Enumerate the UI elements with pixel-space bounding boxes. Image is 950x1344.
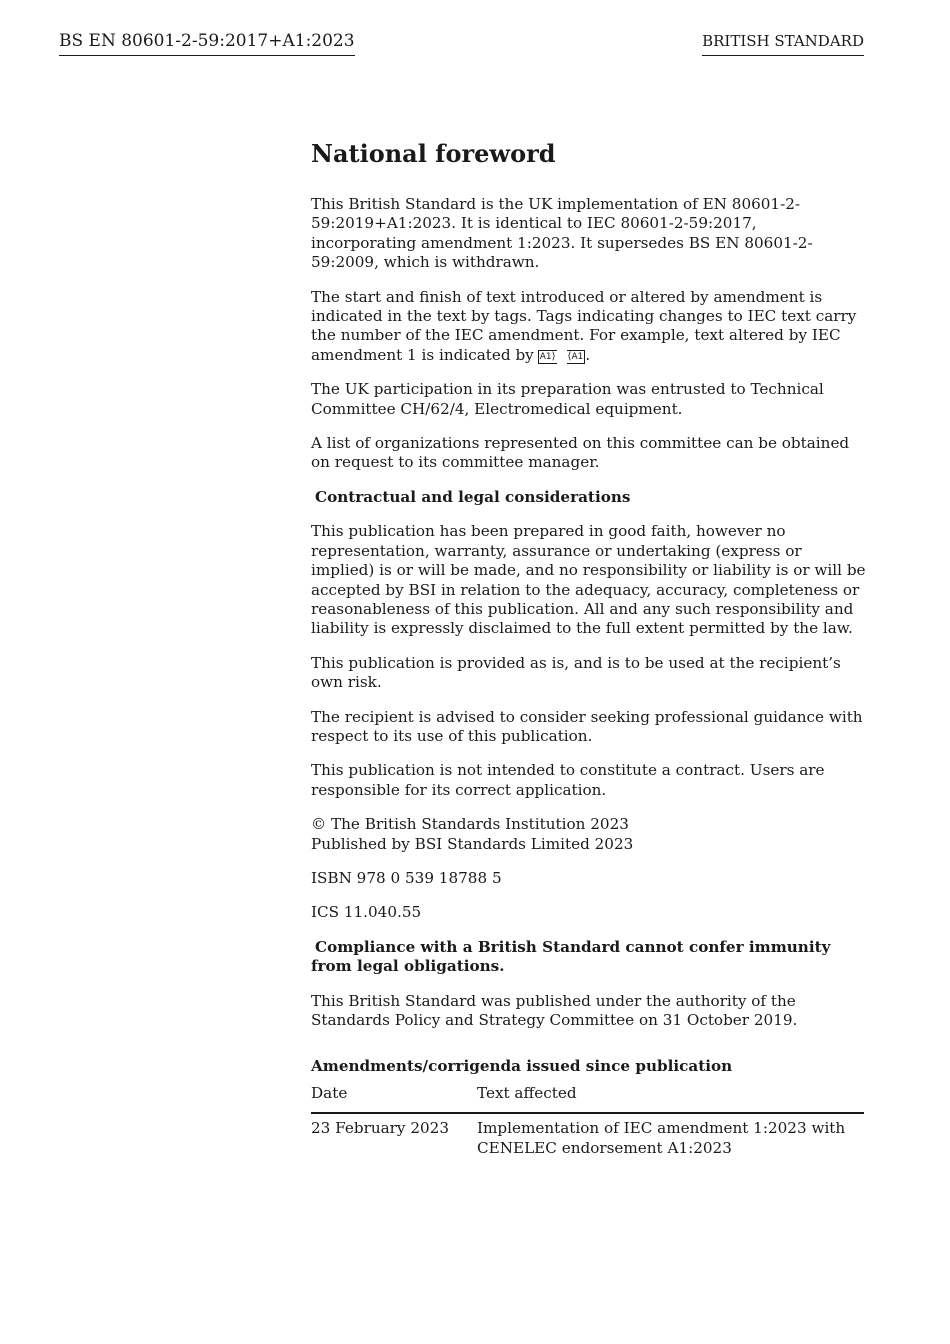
- paragraph-organizations: A list of organizations represented on this committee can be obtained on request to its committee manager.: [311, 434, 850, 472]
- paragraph-authority: This British Standard was published under the authority of the Standards Policy and Strategy Committee on 31 October 2019.: [311, 991, 798, 1029]
- amendments-title: Amendments/corrigenda issued since publication: [311, 1057, 733, 1076]
- amendment-open-tag-icon: A1⟩: [539, 350, 556, 362]
- amendment-close-tag-icon: ⟨A1: [567, 350, 584, 362]
- document-category: BRITISH STANDARD: [702, 32, 864, 56]
- paragraph-committee: The UK participation in its preparation was entrusted to Technical Committee CH/62/4, Electromedical equipment.: [311, 380, 824, 418]
- table-header-row: [311, 1084, 864, 1113]
- paragraph-contract: This publication is not intended to constitute a contract. Users are responsible for its correct application.: [311, 761, 825, 799]
- paragraph-implementation: This British Standard is the UK implementation of EN 80601-2-59:2019+A1:2023. It is identical to IEC 80601-2-59:2017, incorporating amendment 1:2023. It supersedes BS EN 80601-2-59:2009, which is withdrawn.: [311, 195, 813, 272]
- ics-code: ICS 11.040.55: [311, 903, 422, 922]
- document-id: BS EN 80601-2-59:2017+A1:2023: [59, 31, 355, 56]
- amendments-table: [311, 1084, 864, 1158]
- compliance-note: Compliance with a British Standard cannot confer immunity from legal obligations.: [311, 937, 831, 976]
- column-header-text-affected: Text affected: [477, 1084, 864, 1113]
- amendment-date: 23 February 2023: [311, 1119, 449, 1138]
- amendment-tags-end: .: [585, 345, 591, 364]
- table-row: [311, 1113, 864, 1158]
- paragraph-amendment-tags: [311, 288, 866, 366]
- paragraph-own-risk: This publication is provided as is, and is to be used at the recipient’s own risk.: [311, 653, 841, 692]
- amendment-text-affected: Implementation of IEC amendment 1:2023 with CENELEC endorsement A1:2023: [477, 1119, 846, 1157]
- isbn: ISBN 978 0 539 18788 5: [311, 868, 502, 887]
- column-header-date: Date: [311, 1084, 477, 1113]
- copyright-block: [311, 815, 866, 854]
- amendment-tags-text: The start and finish of text introduced or altered by amendment is indicated in the text by tags. Tags indicating changes to IEC text carry the number of the IEC amendment. For example, text altered by IEC amendment 1 is indicated by: [311, 287, 857, 364]
- page-title: National foreword: [311, 139, 556, 168]
- paragraph-guidance: The recipient is advised to consider seeking professional guidance with respect to its use of this publication.: [311, 707, 863, 745]
- paragraph-good-faith: This publication has been prepared in good faith, however no representation, warranty, assurance or undertaking (express or implied) is or will be made, and no responsibility or liability is or will be accepted by BSI in relation to the adequacy, accuracy, completeness or reasonableness of this publication. All and any such responsibility and liability is expressly disclaimed to the full extent permitted by the law.: [311, 522, 866, 638]
- publisher-line: Published by BSI Standards Limited 2023: [311, 834, 634, 853]
- copyright-line: © The British Standards Institution 2023: [311, 815, 629, 834]
- contractual-heading: Contractual and legal considerations: [315, 487, 631, 506]
- foreword-section: [311, 138, 866, 1158]
